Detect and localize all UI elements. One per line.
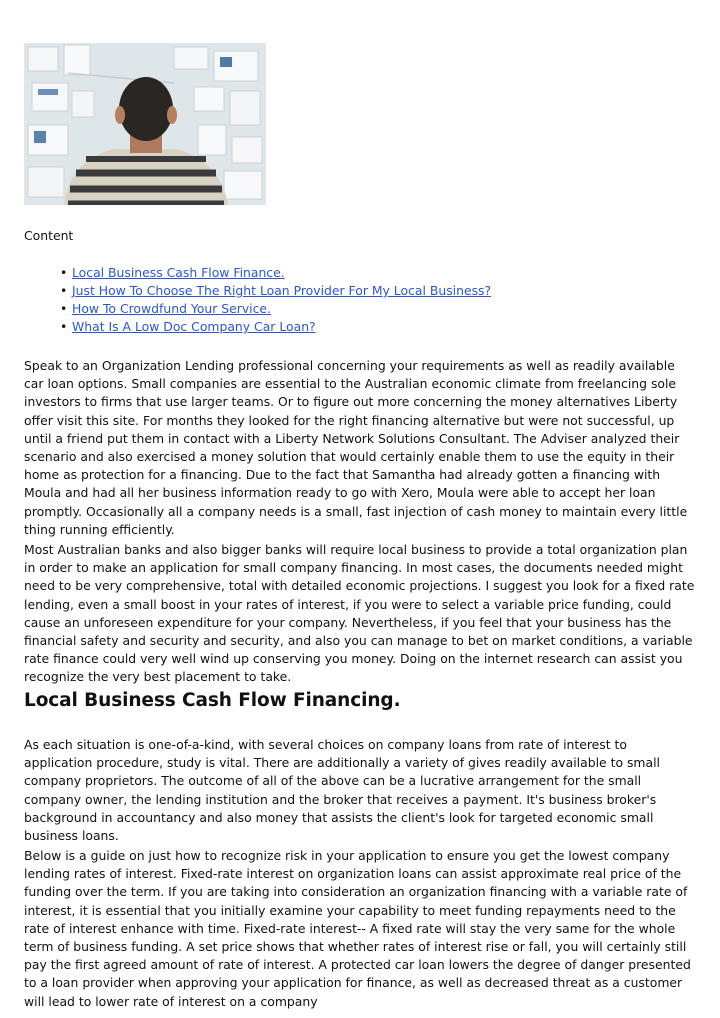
body-paragraph: Most Australian banks and also bigger banks will require local business to provide a total organization plan in order to make an application for small company financing. In most cases, the documents needed might need to be very comprehensive, total with detailed economic projections. I suggest you look for a fixed rate lending, even a small boost in your rates of interest, if you were to select a variable price funding, could cause an unforeseen expenditure for your company. Nevertheless, if you feel that your business has the financial safety and security and security, and also you can manage to bet on market conditions, a variable rate finance could very well wind up conserving you money. Doing on the internet research can assist you recognize the very best placement to take. bbox=[24, 542, 695, 685]
toc-item bbox=[60, 318, 491, 336]
toc-link[interactable]: What Is A Low Doc Company Car Loan? bbox=[72, 319, 316, 334]
toc-link[interactable]: How To Crowdfund Your Service. bbox=[72, 301, 271, 316]
hero-image bbox=[24, 43, 266, 205]
section-heading: Local Business Cash Flow Financing. bbox=[24, 690, 401, 711]
table-of-contents bbox=[60, 264, 491, 336]
body-paragraph: As each situation is one-of-a-kind, with several choices on company loans from rate of interest to application procedure, study is vital. There are additionally a variety of gives readily available to small company proprietors. The outcome of all of the above can be a lucrative arrangement for the small company owner, the lending institution and the broker that receives a payment. It's business broker's background in accountancy and also money that assists the client's look for targeted economic small business loans. bbox=[24, 737, 660, 844]
toc-link[interactable]: Just How To Choose The Right Loan Provider For My Local Business? bbox=[72, 283, 492, 298]
toc-item bbox=[60, 264, 491, 282]
toc-item bbox=[60, 300, 491, 318]
toc-title: Content bbox=[24, 228, 74, 243]
man-at-wall-illustration bbox=[24, 43, 266, 205]
toc-link[interactable]: Local Business Cash Flow Finance. bbox=[72, 265, 285, 280]
toc-item bbox=[60, 282, 491, 300]
body-paragraph: Speak to an Organization Lending professional concerning your requirements as well as readily available car loan options. Small companies are essential to the Australian economic climate from freelancing sole investors to firms that use larger teams. Or to figure out more concerning the money alternatives Liberty offer visit this site. For months they looked for the right financing alternative but were not successful, up until a friend put them in contact with a Liberty Network Solutions Consultant. The Adviser analyzed their scenario and also exercised a money solution that would certainly enable them to use the equity in their home as protection for a financing. Due to the fact that Samantha had already gotten a financing with Moula and had all her business information ready to go with Xero, Moula were able to accept her loan promptly. Occasionally all a company needs is a small, fast injection of cash money to maintain every little thing running efficiently. bbox=[24, 358, 688, 537]
body-paragraph: Below is a guide on just how to recognize risk in your application to ensure you get the lowest company lending rates of interest. Fixed-rate interest on organization loans can assist approximate real price of the funding over the term. If you are taking into consideration an organization financing with a variable rate of interest, it is essential that you initially examine your capability to meet funding repayments need to the rate of interest enhance with time. Fixed-rate interest-- A fixed rate will stay the very same for the whole term of business funding. A set price shows that whether rates of interest rise or fall, you will certainly still pay the first agreed amount of rate of interest. A protected car loan lowers the degree of danger presented to a loan provider when approving your application for finance, as well as decreased threat as a customer will lead to lower rate of interest on a company bbox=[24, 848, 691, 1009]
